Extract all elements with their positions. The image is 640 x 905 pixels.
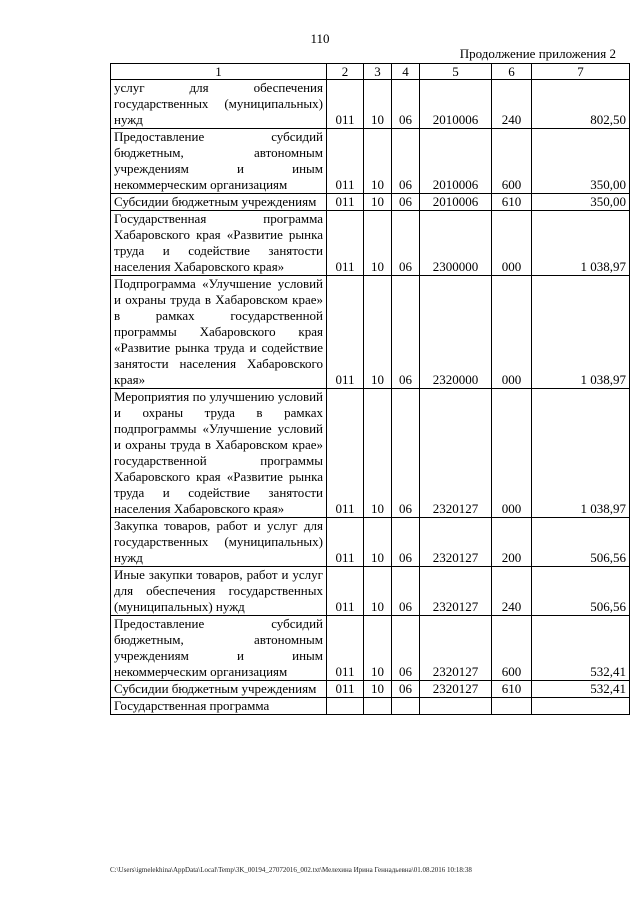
section-cell: 10 bbox=[364, 616, 392, 681]
row-name-cell: Иные закупки товаров, работ и услуг для обеспечения государственных (муниципальных) нужд bbox=[111, 567, 327, 616]
row-name-cell: Мероприятия по улучшению условий и охраны труда в рамках подпрограммы «Улучшение условий и охраны труда в Хабаровском крае» государственной программы Хабаровского края «Развитие рынка труда и содействие занятости населения Хабаровского края» bbox=[111, 389, 327, 518]
target-article-cell bbox=[420, 698, 492, 715]
budget-table bbox=[110, 63, 630, 715]
target-article-cell: 2320127 bbox=[420, 567, 492, 616]
target-article-cell: 2320127 bbox=[420, 681, 492, 698]
code-cell: 011 bbox=[327, 681, 364, 698]
row-name-cell: Субсидии бюджетным учреждениям bbox=[111, 681, 327, 698]
section-cell: 10 bbox=[364, 80, 392, 129]
subsection-cell: 06 bbox=[392, 194, 420, 211]
subsection-cell: 06 bbox=[392, 389, 420, 518]
section-cell: 10 bbox=[364, 567, 392, 616]
table-row bbox=[111, 80, 630, 129]
expense-type-cell: 600 bbox=[492, 129, 532, 194]
code-cell: 011 bbox=[327, 276, 364, 389]
row-name-cell: Государственная программа bbox=[111, 698, 327, 715]
subsection-cell: 06 bbox=[392, 211, 420, 276]
table-row bbox=[111, 129, 630, 194]
amount-cell: 1 038,97 bbox=[532, 389, 630, 518]
appendix-continuation-label: Продолжение приложения 2 bbox=[459, 46, 616, 61]
expense-type-cell: 000 bbox=[492, 389, 532, 518]
subsection-cell: 06 bbox=[392, 518, 420, 567]
column-header: 7 bbox=[532, 64, 630, 80]
expense-type-cell: 240 bbox=[492, 80, 532, 129]
code-cell: 011 bbox=[327, 616, 364, 681]
target-article-cell: 2320127 bbox=[420, 616, 492, 681]
table-row bbox=[111, 194, 630, 211]
target-article-cell: 2010006 bbox=[420, 129, 492, 194]
target-article-cell: 2300000 bbox=[420, 211, 492, 276]
amount-cell: 802,50 bbox=[532, 80, 630, 129]
code-cell: 011 bbox=[327, 129, 364, 194]
expense-type-cell: 200 bbox=[492, 518, 532, 567]
expense-type-cell: 600 bbox=[492, 616, 532, 681]
code-cell: 011 bbox=[327, 518, 364, 567]
amount-cell bbox=[532, 698, 630, 715]
column-header: 5 bbox=[420, 64, 492, 80]
subsection-cell: 06 bbox=[392, 616, 420, 681]
page-number: 110 bbox=[310, 31, 330, 46]
section-cell: 10 bbox=[364, 518, 392, 567]
expense-type-cell: 610 bbox=[492, 194, 532, 211]
column-header: 2 bbox=[327, 64, 364, 80]
table-row bbox=[111, 211, 630, 276]
code-cell: 011 bbox=[327, 389, 364, 518]
section-cell: 10 bbox=[364, 389, 392, 518]
subsection-cell: 06 bbox=[392, 129, 420, 194]
table-row bbox=[111, 389, 630, 518]
section-cell: 10 bbox=[364, 681, 392, 698]
target-article-cell: 2320127 bbox=[420, 518, 492, 567]
section-cell: 10 bbox=[364, 129, 392, 194]
row-name-cell: Предоставление субсидий бюджетным, автономным учреждениям и иным некоммерческим организациям bbox=[111, 129, 327, 194]
amount-cell: 350,00 bbox=[532, 129, 630, 194]
expense-type-cell bbox=[492, 698, 532, 715]
subsection-cell: 06 bbox=[392, 567, 420, 616]
code-cell: 011 bbox=[327, 211, 364, 276]
table-row bbox=[111, 681, 630, 698]
amount-cell: 1 038,97 bbox=[532, 211, 630, 276]
code-cell: 011 bbox=[327, 567, 364, 616]
section-cell: 10 bbox=[364, 194, 392, 211]
row-name-cell: Закупка товаров, работ и услуг для государственных (муниципальных) нужд bbox=[111, 518, 327, 567]
section-cell: 10 bbox=[364, 276, 392, 389]
target-article-cell: 2010006 bbox=[420, 194, 492, 211]
file-path-footer: C:\Users\igmelekhina\AppData\Local\Temp\3K_00194_27072016_002.txt\Мелехина Ирина Геннадьевна\01.08.2016 10:18:38 bbox=[110, 866, 472, 874]
code-cell bbox=[327, 698, 364, 715]
table-row bbox=[111, 567, 630, 616]
amount-cell: 532,41 bbox=[532, 681, 630, 698]
section-cell: 10 bbox=[364, 211, 392, 276]
amount-cell: 506,56 bbox=[532, 518, 630, 567]
column-header: 1 bbox=[111, 64, 327, 80]
subsection-cell: 06 bbox=[392, 276, 420, 389]
table-row bbox=[111, 518, 630, 567]
subsection-cell: 06 bbox=[392, 681, 420, 698]
amount-cell: 532,41 bbox=[532, 616, 630, 681]
code-cell: 011 bbox=[327, 80, 364, 129]
row-name-cell: Подпрограмма «Улучшение условий и охраны труда в Хабаровском крае» в рамках государственной программы Хабаровского края «Развитие рынка труда и содействие занятости населения Хабаровского края» bbox=[111, 276, 327, 389]
amount-cell: 1 038,97 bbox=[532, 276, 630, 389]
table-header-row bbox=[111, 64, 630, 80]
column-header: 3 bbox=[364, 64, 392, 80]
table-row bbox=[111, 698, 630, 715]
table-row bbox=[111, 276, 630, 389]
section-cell bbox=[364, 698, 392, 715]
amount-cell: 350,00 bbox=[532, 194, 630, 211]
subsection-cell bbox=[392, 698, 420, 715]
row-name-cell: Государственная программа Хабаровского края «Развитие рынка труда и содействие занятости населения Хабаровского края» bbox=[111, 211, 327, 276]
code-cell: 011 bbox=[327, 194, 364, 211]
table-row bbox=[111, 616, 630, 681]
row-name-cell: Предоставление субсидий бюджетным, автономным учреждениям и иным некоммерческим организациям bbox=[111, 616, 327, 681]
subsection-cell: 06 bbox=[392, 80, 420, 129]
target-article-cell: 2010006 bbox=[420, 80, 492, 129]
expense-type-cell: 000 bbox=[492, 211, 532, 276]
target-article-cell: 2320000 bbox=[420, 276, 492, 389]
expense-type-cell: 000 bbox=[492, 276, 532, 389]
expense-type-cell: 610 bbox=[492, 681, 532, 698]
expense-type-cell: 240 bbox=[492, 567, 532, 616]
column-header: 4 bbox=[392, 64, 420, 80]
amount-cell: 506,56 bbox=[532, 567, 630, 616]
column-header: 6 bbox=[492, 64, 532, 80]
target-article-cell: 2320127 bbox=[420, 389, 492, 518]
row-name-cell: услуг для обеспечения государственных (муниципальных) нужд bbox=[111, 80, 327, 129]
row-name-cell: Субсидии бюджетным учреждениям bbox=[111, 194, 327, 211]
